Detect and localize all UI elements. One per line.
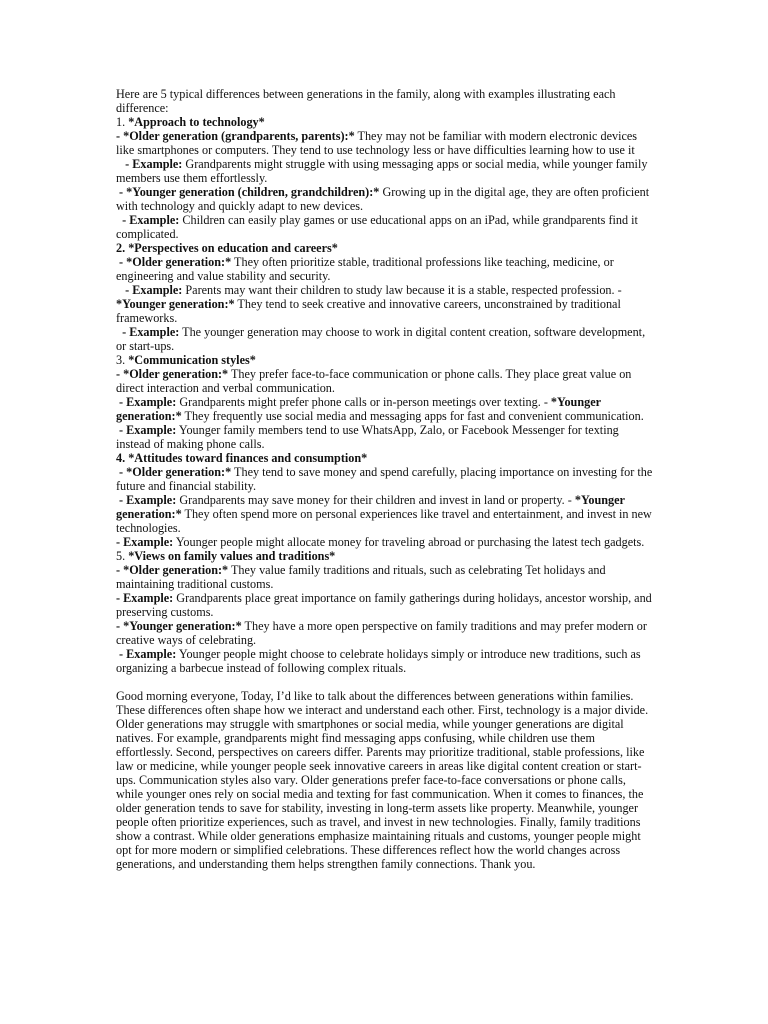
item-text: They have a more open perspective on family traditions and may prefer modern or creative ways of celebrating.	[116, 619, 650, 647]
item-label: - Example:	[122, 213, 180, 227]
section-title: *Approach to technology*	[128, 115, 265, 129]
item-label: - Example:	[125, 283, 183, 297]
section-title: *Communication styles*	[128, 353, 256, 367]
section-item	[116, 619, 654, 647]
item-text: They may not be familiar with modern electronic devices like smartphones or computers. They tend to use technology less or have difficulties learning how to use it	[116, 129, 641, 157]
section-heading	[116, 451, 654, 465]
section-number: 5.	[116, 549, 126, 563]
section-item	[116, 213, 654, 241]
section-title: *Attitudes toward finances and consumption*	[128, 451, 368, 465]
section-item	[116, 647, 654, 675]
paragraph-spacer	[116, 675, 654, 689]
section-number: 1.	[116, 115, 126, 129]
item-label: - Example:	[122, 325, 180, 339]
item-text: They frequently use social media and messaging apps for fast and convenient communication.	[181, 409, 644, 423]
item-text: The younger generation may choose to work in digital content creation, software development, or start-ups.	[116, 325, 649, 353]
section-item	[116, 591, 654, 619]
section-heading	[116, 353, 654, 367]
item-text: They value family traditions and rituals, such as celebrating Tet holidays and maintaining traditional customs.	[116, 563, 609, 591]
item-text: They tend to save money and spend carefully, placing importance on investing for the future and financial stability.	[116, 465, 656, 493]
section-number: 4.	[116, 451, 126, 465]
item-label: - Example:	[119, 395, 177, 409]
section-heading	[116, 241, 654, 255]
item-text: Children can easily play games or use educational apps on an iPad, while grandparents find it complicated.	[116, 213, 641, 241]
intro-paragraph: Here are 5 typical differences between generations in the family, along with examples illustrating each difference:	[116, 87, 619, 115]
sections-list	[116, 115, 654, 675]
item-text: Grandparents place great importance on family gatherings during holidays, ancestor worship, and preserving customs.	[116, 591, 655, 619]
item-indent	[116, 157, 125, 171]
item-label: - *Older generation:*	[116, 367, 229, 381]
item-label: *Younger generation:*	[116, 395, 604, 423]
speech-paragraph: Good morning everyone, Today, I’d like to talk about the differences between generations within families. These differences often shape how we interact and understand each other. First, technology is a major divide. Older generations may struggle with smartphones or social media, while younger generations are digital natives. For example, grandparents might find messaging apps confusing, while children use them effortlessly. Second, perspectives on careers differ. Parents may prioritize traditional, stable professions, like law or medicine, while younger people seek innovative careers in areas like digital content creation or start-ups. Communication styles also vary. Older generations prefer face-to-face conversations or phone calls, while younger ones rely on social media and texting for fast communication. When it comes to finances, the older generation tends to save for stability, investing in long-term assets like property. Meanwhile, younger people often prioritize experiences, such as travel, and invest in new technologies. Finally, family traditions show a contrast. While older generations emphasize maintaining rituals and customs, younger people might opt for more modern or simplified celebrations. These differences reflect how the world changes across generations, and understanding them helps strengthen family connections. Thank you.	[116, 689, 652, 871]
item-label: - *Younger generation (children, grandchildren):*	[119, 185, 380, 199]
item-label: - Example:	[119, 423, 177, 437]
item-label: - Example:	[116, 535, 174, 549]
item-label: *Younger generation:*	[116, 297, 235, 311]
item-indent	[116, 283, 125, 297]
item-label: - *Older generation:*	[119, 465, 232, 479]
item-label: - Example:	[125, 157, 183, 171]
section-item	[116, 493, 654, 535]
item-text: Growing up in the digital age, they are often proficient with technology and quickly adapt to new devices.	[116, 185, 653, 213]
section-item	[116, 395, 654, 423]
document-page	[116, 87, 654, 871]
item-text: They often spend more on personal experiences like travel and entertainment, and invest in new technologies.	[116, 507, 655, 535]
section-item	[116, 129, 654, 157]
item-label: - Example:	[116, 591, 174, 605]
section-item	[116, 563, 654, 591]
item-label: *Younger generation:*	[116, 493, 628, 521]
section-item	[116, 325, 654, 353]
section-item	[116, 157, 654, 185]
item-text: Parents may want their children to study law because it is a stable, respected profession. -	[182, 283, 625, 297]
section-number: 3.	[116, 353, 126, 367]
item-label: - *Younger generation:*	[116, 619, 242, 633]
section-item	[116, 255, 654, 283]
item-text: They prefer face-to-face communication or phone calls. They place great value on direct interaction and verbal communication.	[116, 367, 635, 395]
section-heading	[116, 549, 654, 563]
item-text: Younger family members tend to use WhatsApp, Zalo, or Facebook Messenger for texting instead of making phone calls.	[116, 423, 622, 451]
section-item	[116, 283, 654, 325]
item-label: - *Older generation (grandparents, parents):*	[116, 129, 355, 143]
item-text: Grandparents might prefer phone calls or in-person meetings over texting. -	[176, 395, 551, 409]
item-text: They often prioritize stable, traditional professions like teaching, medicine, or engineering and value stability and security.	[116, 255, 617, 283]
section-heading	[116, 115, 654, 129]
item-text: Grandparents might struggle with using messaging apps or social media, while younger family members use them effortlessly.	[116, 157, 651, 185]
item-label: - *Older generation:*	[119, 255, 232, 269]
section-item	[116, 535, 654, 549]
item-text: They tend to seek creative and innovative careers, unconstrained by traditional frameworks.	[116, 297, 624, 325]
section-title: *Perspectives on education and careers*	[128, 241, 338, 255]
item-label: - Example:	[119, 493, 177, 507]
section-title: *Views on family values and traditions*	[128, 549, 336, 563]
item-text: Younger people might choose to celebrate holidays simply or introduce new traditions, such as organizing a barbecue instead of following complex rituals.	[116, 647, 644, 675]
item-label: - *Older generation:*	[116, 563, 229, 577]
section-item	[116, 367, 654, 395]
item-text: Grandparents may save money for their children and invest in land or property. -	[176, 493, 575, 507]
section-item	[116, 423, 654, 451]
section-item	[116, 185, 654, 213]
item-label: - Example:	[119, 647, 177, 661]
section-item	[116, 465, 654, 493]
section-number: 2.	[116, 241, 126, 255]
item-text: Younger people might allocate money for traveling abroad or purchasing the latest tech gadgets.	[173, 535, 645, 549]
